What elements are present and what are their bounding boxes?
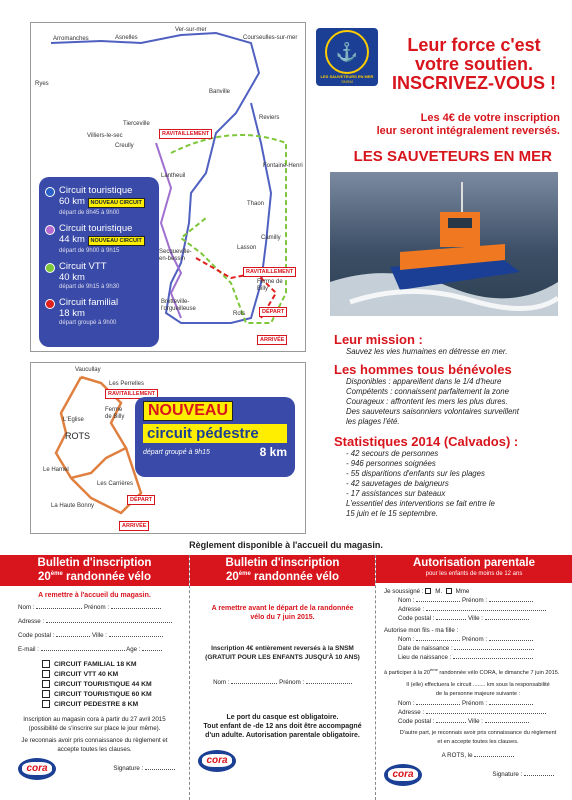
town-label: Camilly bbox=[261, 235, 281, 241]
town-label: ROTS bbox=[65, 431, 91, 441]
circle-icon bbox=[45, 225, 55, 235]
circle-icon bbox=[45, 263, 55, 273]
checkbox-icon[interactable] bbox=[42, 670, 50, 678]
town-label: Vaucullay bbox=[75, 367, 101, 373]
stats-section: Statistiques 2014 (Calvados) : - 42 secours de personnes - 946 personnes soignées - 55 disparitions d'enfants sur les plages - 42 sauvetages de baigneurs - 17 assistances sur bateaux L'essentiel des interventions se fait entre le 15 juin et le 15 septembre. bbox=[334, 434, 564, 519]
circle-icon bbox=[45, 187, 55, 197]
stats-list: - 42 secours de personnes - 946 personnes soignées - 55 disparitions d'enfants sur les plages - 42 sauvetages de baigneurs - 17 assistances sur bateaux L'essentiel des interventions se fait entre le 15 juin et le 15 septembre. bbox=[346, 449, 495, 518]
town-label: Arromanches bbox=[53, 36, 89, 42]
address-field[interactable]: Adresse : bbox=[18, 617, 189, 626]
checkbox-icon[interactable] bbox=[42, 690, 50, 698]
form-header: Bulletin d'inscription 20ème randonnée vélo bbox=[190, 555, 375, 586]
adult-address-field[interactable]: Adresse : bbox=[398, 708, 572, 717]
town-label: Tierceville bbox=[123, 121, 150, 127]
postal-field[interactable]: Code postal : Ville : bbox=[398, 614, 572, 623]
headline: Leur force c'est votre soutien. INSCRIVEZ-VOUS ! bbox=[391, 35, 556, 93]
legend-item: Circuit VTT 40 km départ de 9h15 à 9h30 bbox=[45, 261, 153, 291]
town-label: La Haute Bonny bbox=[51, 503, 95, 509]
name-field[interactable]: Nom : Prénom : bbox=[190, 678, 375, 687]
arrivee-tag: ARRIVÉE bbox=[257, 335, 287, 345]
signature-field[interactable]: Signature : bbox=[113, 764, 175, 773]
town-label: L'Eglise bbox=[63, 417, 84, 423]
legend-item: Circuit touristique 60 km NOUVEAU CIRCUIT départ de 8h45 à 9h00 bbox=[45, 185, 153, 217]
town-label: Ryes bbox=[35, 81, 49, 87]
org-name: LES SAUVETEURS EN MER bbox=[353, 148, 552, 165]
town-label: Ferme de Billy bbox=[105, 407, 125, 420]
ravitaillement-tag: RAVITAILLEMENT bbox=[243, 267, 296, 277]
town-label: Asnelles bbox=[115, 35, 138, 41]
town-label: Reviers bbox=[259, 115, 280, 121]
town-label: Villiers-le-sec bbox=[87, 133, 123, 139]
pedestrian-map bbox=[30, 362, 306, 534]
town-label: Secqueville-en-bessin bbox=[159, 249, 192, 262]
email-field[interactable]: E-mail : Age : bbox=[18, 645, 189, 654]
volunteers-list: Disponibles : appareillent dans le 1/4 d'heure Compétents : connaissent parfaitement la zone Courageux : affrontent les mers les plus dures. Des sauveteurs saisonniers volontaires surveillent les plages l'été. bbox=[346, 377, 519, 426]
birth-place-field[interactable]: Lieu de naissance : bbox=[398, 653, 572, 662]
town-label: Bretteville-l'orgueilleuse bbox=[161, 299, 196, 312]
map-legend bbox=[39, 177, 159, 347]
lifeboat-icon bbox=[330, 172, 558, 316]
reglement-note: Règlement disponible à l'accueil du magasin. bbox=[189, 540, 383, 550]
pedestrian-banner: NOUVEAU circuit pédestre départ groupé à 9h15 8 km bbox=[135, 397, 295, 477]
town-label: Creully bbox=[115, 143, 134, 149]
snsm-logo: ⚓ LES SAUVETEURS EN MER SNSM bbox=[316, 28, 378, 86]
town-label: Lasson bbox=[237, 245, 257, 251]
depart-tag: DÉPART bbox=[127, 495, 155, 505]
form-header: Bulletin d'inscription 20ème randonnée vélo bbox=[0, 555, 189, 586]
address-field[interactable]: Adresse : bbox=[398, 605, 572, 614]
town-label: Courseulles-sur-mer bbox=[243, 35, 298, 41]
checkbox-icon[interactable] bbox=[42, 700, 50, 708]
lifeboat-photo bbox=[330, 172, 558, 316]
adult-name-field[interactable]: Nom : Prénom : bbox=[398, 699, 572, 708]
cora-logo: cora bbox=[198, 750, 236, 772]
checkbox-icon[interactable] bbox=[42, 680, 50, 688]
legend-item: Circuit familial 18 km départ groupé à 9h00 bbox=[45, 297, 153, 327]
town-label: Ferme de Billy bbox=[257, 279, 283, 292]
child-name-field[interactable]: Nom : Prénom : bbox=[398, 635, 572, 644]
town-label: Le Hamel bbox=[43, 467, 69, 473]
name-field[interactable]: Nom : Prénom : bbox=[398, 596, 572, 605]
circuit-checkbox[interactable]: CIRCUIT FAMILIAL 18 KM bbox=[42, 660, 189, 670]
legend-item: Circuit touristique 44 km NOUVEAU CIRCUIT départ de 9h00 à 9h15 bbox=[45, 223, 153, 255]
arrivee-tag: ARRIVÉE bbox=[119, 521, 149, 531]
circuit-checkbox[interactable]: CIRCUIT TOURISTIQUE 60 KM bbox=[42, 690, 189, 700]
town-label: Ver-sur-mer bbox=[175, 27, 207, 33]
registration-form-store: Bulletin d'inscription 20ème randonnée vélo A remettre à l'accueil du magasin. Nom : Prénom : Adresse : Code postal : Ville : E-mail : Age : CIRCUIT FAMILIAL 18 KM CIRCUIT VTT 40 KM CIRCUIT TOURISTIQUE 44 KM CIRCUIT TOURISTIQUE 60 KM CIRCUIT PEDESTRE 8 KM Inscription au magasin cora à partir du 27 avril 2015 (possibilité de s'inscrire sur place le jour même). Je reconnais avoir pris connaissance du règlement et accepte toutes les clauses. cora Signature : bbox=[0, 555, 190, 800]
cora-logo: cora bbox=[384, 764, 422, 786]
gender-choice[interactable]: Je soussigné : M. Mme bbox=[384, 588, 470, 595]
new-label: NOUVEAU bbox=[143, 401, 233, 421]
checkbox-icon[interactable] bbox=[42, 660, 50, 668]
checkbox-icon[interactable] bbox=[446, 588, 452, 594]
town-label: Lantheuil bbox=[161, 173, 186, 179]
circuit-checkbox[interactable]: CIRCUIT TOURISTIQUE 44 KM bbox=[42, 680, 189, 690]
parental-authorization: Autorisation parentale pour les enfants de moins de 12 ans Je soussigné : M. Mme Nom : Prénom : Adresse : Code postal : Ville : Autorise mon fils - ma fille : Nom : Prénom : Date de naissance : Lieu de naissance : à participer à la 20ème randonnée vélo CORA, le dimanche 7 juin 2015. Il (elle) effectuera le circuit ........ km sous la responsabilité de la personne majeure suivante : Nom : Prénom : Adresse : Code postal : Ville : D'autre part, je reconnais avoir pris connaissance du règlement et en accepte toutes les clauses. A ROTS, le cora Signature : bbox=[376, 555, 572, 800]
circuit-checkbox[interactable]: CIRCUIT PEDESTRE 8 KM bbox=[42, 700, 189, 710]
adult-postal-field[interactable]: Code postal : Ville : bbox=[398, 717, 572, 726]
town-label: Fontaine-Henri bbox=[263, 163, 303, 169]
signature-field[interactable]: Signature : bbox=[492, 770, 554, 779]
circle-icon bbox=[45, 299, 55, 309]
anchor-icon: ⚓ bbox=[325, 30, 369, 74]
date-field[interactable]: A ROTS, le bbox=[384, 751, 572, 760]
depart-tag: DÉPART bbox=[259, 307, 287, 317]
volunteers-section: Les hommes tous bénévoles Disponibles : appareillent dans le 1/4 d'heure Compétents : connaissent parfaitement la zone Courageux : affrontent les mers les plus dures. Des sauveteurs saisonniers volontaires surveillent les plages l'été. bbox=[334, 362, 564, 427]
town-label: Les Perrelles bbox=[109, 381, 145, 387]
birth-date-field[interactable]: Date de naissance : bbox=[398, 644, 572, 653]
town-label: Thaon bbox=[247, 201, 265, 207]
ravitaillement-tag: RAVITAILLEMENT bbox=[159, 129, 212, 139]
form-header: Autorisation parentale pour les enfants de moins de 12 ans bbox=[376, 555, 572, 583]
circuit-checkbox[interactable]: CIRCUIT VTT 40 KM bbox=[42, 670, 189, 680]
ravitaillement-tag: RAVITAILLEMENT bbox=[105, 389, 158, 399]
town-label: Les Carrières bbox=[97, 481, 134, 487]
registration-form-start: Bulletin d'inscription 20ème randonnée vélo A remettre avant le départ de la randonnée vélo du 7 juin 2015. Inscription 4€ entièrement reversés à la SNSM (GRATUIT POUR LES ENFANTS JUSQU'À 10 ANS) Nom : Prénom : Le port du casque est obligatoire. Tout enfant de -de 12 ans doit être accompagné d'un adulte. Autorisation parentale obligatoire. cora bbox=[190, 555, 376, 800]
donation-note: Les 4€ de votre inscription leur seront intégralement reversés. bbox=[376, 112, 560, 137]
mission-section: Leur mission : Sauvez les vies humaines en détresse en mer. bbox=[334, 332, 508, 356]
checkbox-icon[interactable] bbox=[425, 588, 431, 594]
town-label: Rots bbox=[233, 311, 246, 317]
cora-logo: cora bbox=[18, 758, 56, 780]
town-label: Banville bbox=[209, 89, 231, 95]
pedestrian-title: circuit pédestre bbox=[143, 424, 287, 443]
postal-field[interactable]: Code postal : Ville : bbox=[18, 631, 189, 640]
name-field[interactable]: Nom : Prénom : bbox=[18, 603, 189, 612]
circuit-map bbox=[30, 22, 306, 352]
